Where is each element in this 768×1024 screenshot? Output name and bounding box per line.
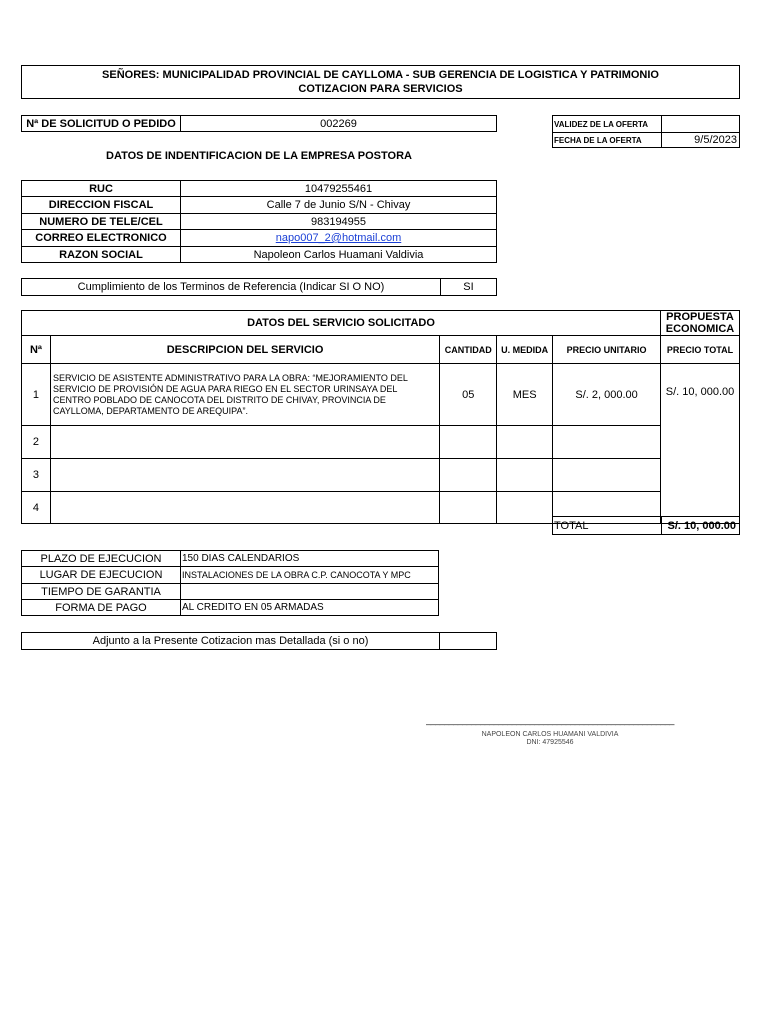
- total-value: S/. 10, 000.00: [662, 517, 740, 535]
- col-cantidad: CANTIDAD: [440, 336, 497, 364]
- row-um: [497, 459, 553, 492]
- section-propuesta: PROPUESTA ECONOMICA: [660, 311, 739, 336]
- row-desc: [50, 459, 439, 492]
- row-pu: [553, 426, 661, 459]
- row-cant: [440, 426, 497, 459]
- row-n: 3: [22, 459, 51, 492]
- validez-label: VALIDEZ DE LA OFERTA: [553, 116, 662, 133]
- fecha-value: 9/5/2023: [662, 133, 740, 148]
- signer-name: NAPOLEON CARLOS HUAMANI VALDIVIA: [481, 731, 619, 738]
- solicitud-value: 002269: [181, 116, 497, 132]
- table-row: [22, 459, 740, 492]
- signature-block: [425, 715, 675, 746]
- row-pu: S/. 2, 000.00: [553, 364, 661, 426]
- cumplimiento-table: [21, 278, 497, 296]
- header-subtitle: COTIZACION PARA SERVICIOS: [298, 83, 463, 95]
- signature-line: _______________________________________________________: [426, 715, 674, 725]
- adjunto-label: Adjunto a la Presente Cotizacion mas Detallada (si o no): [22, 633, 440, 650]
- correo-label: CORREO ELECTRONICO: [22, 230, 181, 247]
- pago-value: AL CREDITO EN 05 ARMADAS: [181, 600, 439, 616]
- fecha-label: FECHA DE LA OFERTA: [553, 133, 662, 148]
- row-n: 1: [22, 364, 51, 426]
- adjunto-table: [21, 632, 497, 650]
- solicitud-table: [21, 115, 497, 132]
- signer-dni: DNI: 47925546: [526, 739, 574, 746]
- table-row: [22, 426, 740, 459]
- lugar-label: LUGAR DE EJECUCION: [22, 567, 181, 584]
- direccion-label: DIRECCION FISCAL: [22, 197, 181, 214]
- table-row: [22, 364, 740, 426]
- row-um: [497, 426, 553, 459]
- lugar-value: INSTALACIONES DE LA OBRA C.P. CANOCOTA Y MPC: [181, 567, 439, 584]
- email-link[interactable]: napo007_2@hotmail.com: [275, 232, 402, 244]
- validez-value: [662, 116, 740, 133]
- ruc-value: 10479255461: [181, 181, 497, 197]
- total-table: [552, 516, 740, 535]
- telefono-label: NUMERO DE TELE/CEL: [22, 214, 181, 230]
- row-desc: [50, 492, 439, 524]
- razon-label: RAZON SOCIAL: [22, 247, 181, 263]
- col-ptotal: PRECIO TOTAL: [660, 336, 739, 364]
- garantia-label: TIEMPO DE GARANTIA: [22, 584, 181, 600]
- garantia-value: [181, 584, 439, 600]
- section-servicio: DATOS DEL SERVICIO SOLICITADO: [22, 311, 661, 336]
- row-cant: 05: [440, 364, 497, 426]
- row-cant: [440, 492, 497, 524]
- document-header: [21, 65, 740, 99]
- row-n: 4: [22, 492, 51, 524]
- telefono-value: 983194955: [181, 214, 497, 230]
- ruc-label: RUC: [22, 181, 181, 197]
- col-punitario: PRECIO UNITARIO: [553, 336, 661, 364]
- razon-value: Napoleon Carlos Huamani Valdivia: [181, 247, 497, 263]
- col-n: Nª: [22, 336, 51, 364]
- row-um: MES: [497, 364, 553, 426]
- plazo-label: PLAZO DE EJECUCION: [22, 551, 181, 567]
- row-um: [497, 492, 553, 524]
- empresa-title: DATOS DE INDENTIFICACION DE LA EMPRESA POSTORA: [106, 150, 412, 162]
- col-desc: DESCRIPCION DEL SERVICIO: [50, 336, 439, 364]
- plazo-value: 150 DIAS CALENDARIOS: [181, 551, 439, 567]
- cumplimiento-label: Cumplimiento de los Terminos de Referencia (Indicar SI O NO): [22, 279, 441, 296]
- empresa-table: [21, 180, 497, 263]
- row-n: 2: [22, 426, 51, 459]
- total-label: TOTAL: [553, 517, 662, 535]
- direccion-value: Calle 7 de Junio S/N - Chivay: [181, 197, 497, 214]
- row-cant: [440, 459, 497, 492]
- condiciones-table: [21, 550, 439, 616]
- col-umedida: U. MEDIDA: [497, 336, 553, 364]
- row-desc: SERVICIO DE ASISTENTE ADMINISTRATIVO PARA LA OBRA: “MEJORAMIENTO DEL SERVICIO DE PROVISIÓN DE AGUA PARA RIEGO EN EL SECTOR URINSAYA DEL CENTRO POBLADO DE CANOCOTA DEL DISTRITO DE CHIVAY, PROVINCIA DE CAYLLOMA, DEPARTAMENTO DE AREQUIPA”.: [50, 364, 439, 426]
- cumplimiento-value: SI: [441, 279, 497, 296]
- header-title: SEÑORES: MUNICIPALIDAD PROVINCIAL DE CAYLLOMA - SUB GERENCIA DE LOGISTICA Y PATRIMONIO: [102, 69, 659, 81]
- row-pt: S/. 10, 000.00: [660, 364, 739, 524]
- adjunto-value: [440, 633, 497, 650]
- solicitud-label: Nª DE SOLICITUD O PEDIDO: [22, 116, 181, 132]
- row-desc: [50, 426, 439, 459]
- correo-cell: [181, 230, 497, 247]
- oferta-table: [552, 115, 740, 148]
- pago-label: FORMA DE PAGO: [22, 600, 181, 616]
- row-pu: [553, 459, 661, 492]
- servicio-table: [21, 310, 740, 524]
